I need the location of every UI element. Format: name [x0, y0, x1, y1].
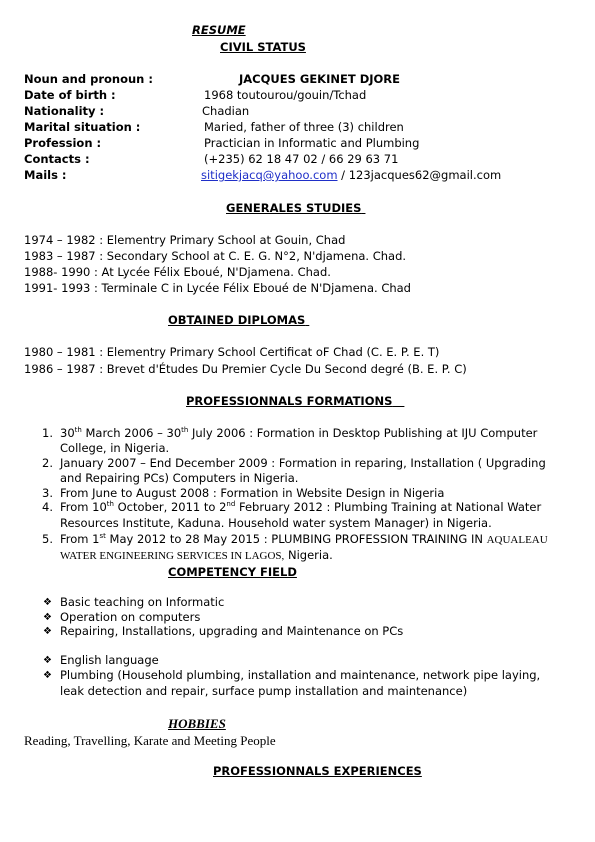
marital-value: Maried, father of three (3) children: [204, 120, 404, 134]
dob-label: Date of birth :: [24, 88, 116, 102]
list-item: 30th March 2006 – 30th July 2006 : Formation in Desktop Publishing at IJU Computer: [60, 426, 538, 440]
name-label: Noun and pronoun :: [24, 72, 153, 86]
list-number: 2.: [42, 456, 53, 470]
list-item: Basic teaching on Informatic: [60, 595, 225, 609]
marital-label: Marital situation :: [24, 120, 141, 134]
list-number: 1.: [42, 426, 53, 440]
list-item: Operation on computers: [60, 610, 201, 624]
hobbies-text: Reading, Travelling, Karate and Meeting People: [24, 733, 276, 748]
experiences-heading: PROFESSIONNALS EXPERIENCES: [213, 764, 422, 778]
list-item: Plumbing (Household plumbing, installation and maintenance, network pipe laying,: [60, 668, 541, 682]
list-item: From 10th October, 2011 to 2nd February 2012 : Plumbing Training at National Water: [60, 500, 542, 514]
list-item-cont: Resources Institute, Kaduna. Household water system Manager) in Nigeria.: [60, 516, 492, 530]
profession-label: Profession :: [24, 136, 102, 150]
dob-value: 1968 toutourou/gouin/Tchad: [204, 88, 367, 102]
email-link[interactable]: sitigekjacq@yahoo.com: [201, 168, 338, 182]
list-item: 1988- 1990 : At Lycée Félix Eboué, N'Djamena. Chad.: [24, 265, 331, 279]
mails-label: Mails :: [24, 168, 67, 182]
contacts-value: (+235) 62 18 47 02 / 66 29 63 71: [204, 152, 399, 166]
diplomas-heading: OBTAINED DIPLOMAS: [168, 313, 306, 327]
formations-heading: PROFESSIONNALS FORMATIONS: [186, 394, 393, 408]
civil-status-heading: CIVIL STATUS: [220, 40, 306, 54]
diamond-bullet-icon: ❖: [43, 626, 52, 637]
studies-heading: GENERALES STUDIES: [226, 201, 362, 215]
diamond-bullet-icon: ❖: [43, 612, 52, 623]
list-number: 3.: [42, 486, 53, 500]
nationality-value: Chadian: [202, 104, 250, 118]
diamond-bullet-icon: ❖: [43, 670, 52, 681]
list-number: 5.: [42, 532, 53, 546]
list-item-cont: and Repairing PCs) Computers in Nigeria.: [60, 471, 299, 485]
list-item: Repairing, Installations, upgrading and Maintenance on PCs: [60, 624, 404, 638]
list-item-cont: WATER ENGINEERING SERVICES IN LAGOS, Nigeria.: [60, 548, 333, 562]
list-item: 1974 – 1982 : Elementry Primary School at Gouin, Chad: [24, 233, 346, 247]
list-number: 4.: [42, 500, 53, 514]
hobbies-heading: HOBBIES: [168, 716, 226, 731]
list-item: 1986 – 1987 : Brevet d'Études Du Premier Cycle Du Second degré (B. E. P. C): [24, 362, 467, 376]
competency-heading: COMPETENCY FIELD: [168, 565, 297, 579]
nationality-label: Nationality :: [24, 104, 105, 118]
resume-title: RESUME: [192, 23, 246, 37]
name-value: JACQUES GEKINET DJORE: [239, 72, 400, 86]
profession-value: Practician in Informatic and Plumbing: [204, 136, 420, 150]
list-item: 1980 – 1981 : Elementry Primary School Certificat oF Chad (C. E. P. E. T): [24, 345, 440, 359]
diamond-bullet-icon: ❖: [43, 597, 52, 608]
contacts-label: Contacts :: [24, 152, 90, 166]
list-item: 1983 – 1987 : Secondary School at C. E. G. N°2, N'djamena. Chad.: [24, 249, 407, 263]
list-item: January 2007 – End December 2009 : Formation in reparing, Installation ( Upgrading: [60, 456, 546, 470]
email-secondary: / 123jacques62@gmail.com: [337, 168, 502, 182]
mails-value: [201, 168, 501, 182]
list-item-cont: leak detection and repair, surface pump installation and maintenance): [60, 684, 468, 698]
list-item: English language: [60, 653, 159, 667]
diamond-bullet-icon: ❖: [43, 655, 52, 666]
list-item: From June to August 2008 : Formation in Website Design in Nigeria: [60, 486, 445, 500]
list-item: 1991- 1993 : Terminale C in Lycée Félix Eboué de N'Djamena. Chad: [24, 281, 411, 295]
list-item: From 1st May 2012 to 28 May 2015 : PLUMBING PROFESSION TRAINING IN AQUALEAU: [60, 532, 548, 546]
list-item-cont: College, in Nigeria.: [60, 441, 170, 455]
